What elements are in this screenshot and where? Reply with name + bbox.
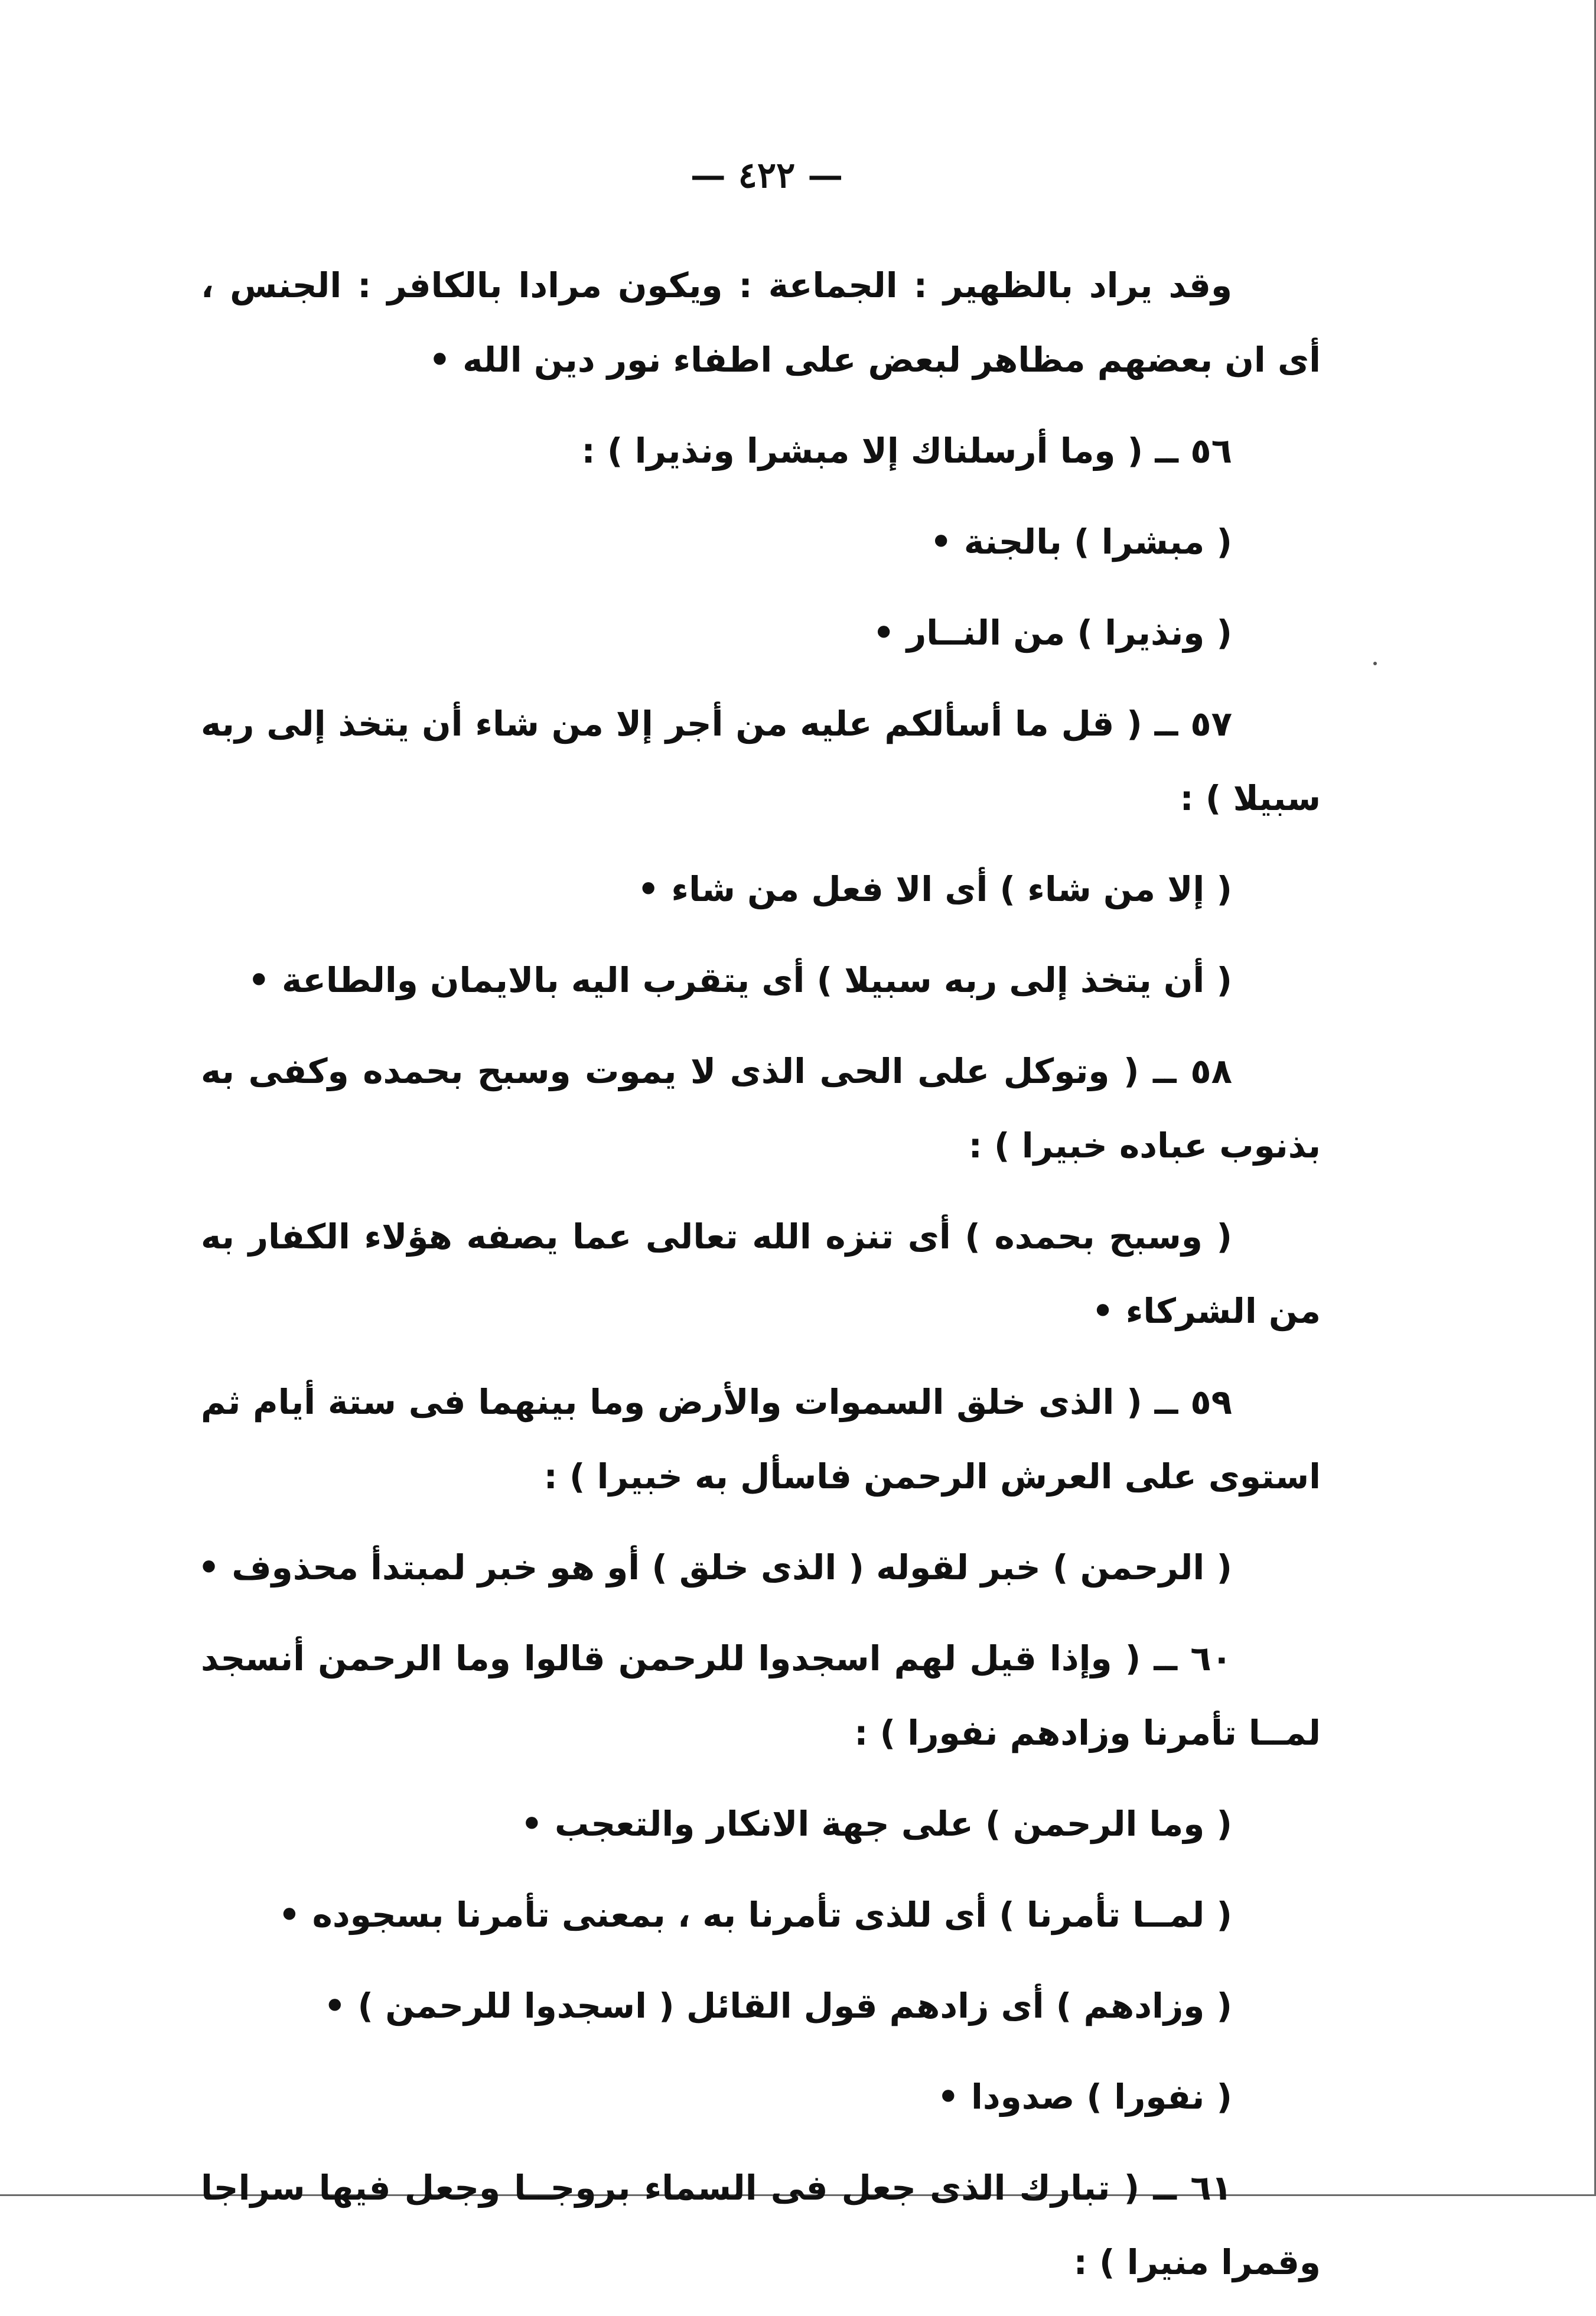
commentary-60-wa-zadahum: ( وزادهم ) أى زادهم قول القائل ( اسجدوا للرحمن ) • bbox=[324, 1986, 1232, 2026]
verse-57: ٥٧ ــ ( قل ما أسألكم عليه من أجر إلا من شاء أن يتخذ إلى ربه سبيلا ) : bbox=[201, 704, 1321, 818]
verse-60: ٦٠ ــ ( وإذا قيل لهم اسجدوا للرحمن قالوا وما الرحمن أنسجد لمــا تأمرنا وزادهم نفورا ) : bbox=[201, 1638, 1321, 1753]
commentary-60-nufuran: ( نفورا ) صدودا • bbox=[937, 2077, 1232, 2117]
commentary-57-an-yattakhidh: ( أن يتخذ إلى ربه سبيلا ) أى يتقرب اليه بالايمان والطاعة • bbox=[247, 960, 1232, 1000]
commentary-56-nadhiran: ( ونذيرا ) من النــار • bbox=[872, 613, 1232, 653]
scan-speck bbox=[1373, 662, 1377, 665]
page-number: — ٤٢٢ — bbox=[690, 155, 843, 196]
verse-56: ٥٦ ــ ( وما أرسلناك إلا مبشرا ونذيرا ) : bbox=[581, 431, 1232, 471]
commentary-60-lima-tamuruna: ( لمــا تأمرنا ) أى للذى تأمرنا به ، بمعنى تأمرنا بسجوده • bbox=[278, 1895, 1232, 1935]
commentary-60-wa-ma-arrahman: ( وما الرحمن ) على جهة الانكار والتعجب • bbox=[520, 1804, 1232, 1844]
commentary-57-illa-man-shaa: ( إلا من شاء ) أى الا فعل من شاء • bbox=[637, 869, 1232, 909]
paragraph-intro: وقد يراد بالظهير : الجماعة : ويكون مرادا بالكافر : الجنس ، أى ان بعضهم مظاهر لبعض على اطفاء نور دين الله • bbox=[201, 265, 1321, 380]
verse-59: ٥٩ ــ ( الذى خلق السموات والأرض وما بينهما فى ستة أيام ثم استوى على العرش الرحمن فاسأل به خبيرا ) : bbox=[201, 1382, 1321, 1497]
commentary-56-mubashiran: ( مبشرا ) بالجنة • bbox=[930, 522, 1232, 562]
verse-61: ٦١ ــ ( تبارك الذى جعل فى السماء بروجــا وجعل فيها سراجا وقمرا منيرا ) : bbox=[201, 2168, 1321, 2282]
verse-58: ٥٨ ــ ( وتوكل على الحى الذى لا يموت وسبح بحمده وكفى به بذنوب عباده خبيرا ) : bbox=[201, 1051, 1321, 1166]
commentary-59-arrahman: ( الرحمن ) خبر لقوله ( الذى خلق ) أو هو خبر لمبتدأ محذوف • bbox=[198, 1547, 1232, 1588]
page-body bbox=[198, 248, 1321, 2316]
commentary-58-sabbih: ( وسبح بحمده ) أى تنزه الله تعالى عما يصفه هؤلاء الكفار به من الشركاء • bbox=[201, 1216, 1321, 1331]
